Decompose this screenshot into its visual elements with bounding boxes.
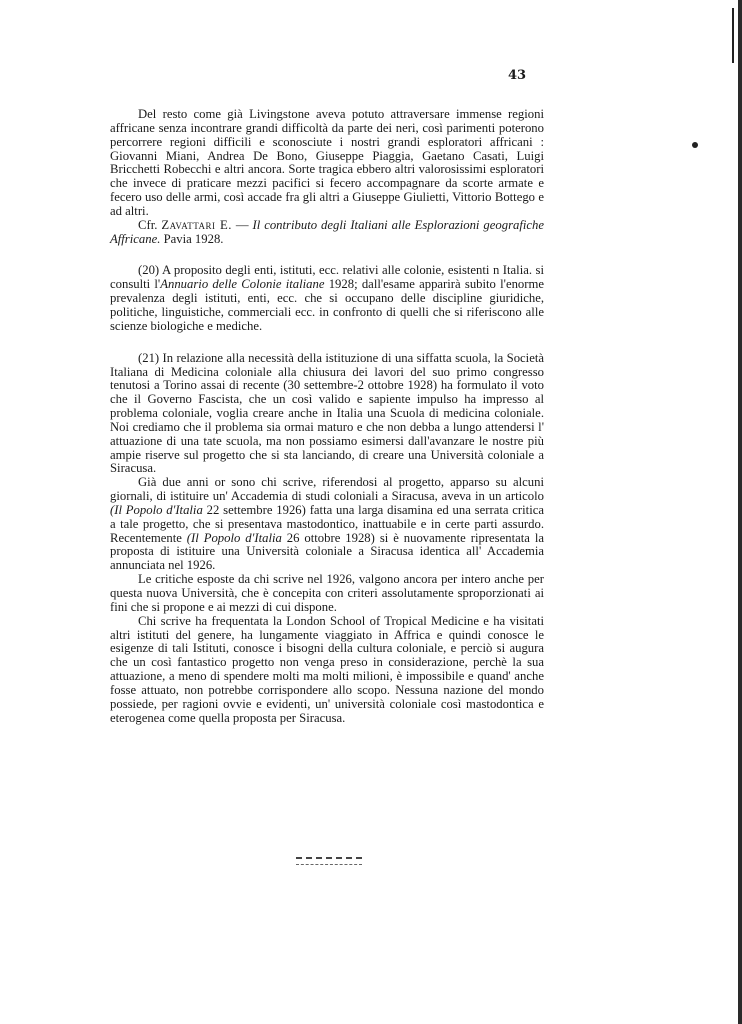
scan-edge	[738, 0, 742, 1024]
note-20-annuario-title: Annuario delle Colonie italiane	[160, 277, 325, 292]
note-20	[110, 264, 544, 333]
note-20-pre: (20) A proposito degli enti, istituti, ecc. relativi alle colonie, esistenti n Italia. si consulti l'	[110, 263, 544, 292]
scan-edge-mark	[732, 8, 734, 63]
citation-title: Il contributo degli Italiani alle Esplorazioni geografiche Affricane.	[110, 217, 545, 246]
citation-dash: —	[235, 217, 249, 232]
paragraph-explorers: Del resto come già Livingstone aveva potuto attraversare immense regioni affricane senza incontrare grandi difficoltà da parte dei neri, così parimenti poterono percorrere regioni difficili e sconosciute i nostri grandi esploratori affricani : Giovanni Miani, Andrea De Bono, Giuseppe Piaggia, Gaetano Casati, Luigi Bricchetti Robecchi e altri ancora. Sorte tragica ebbero altri valorosissimi esploratori che invece di praticare mezzi pacifici si fecero accompagnare da scorte armate e fecero uso delle armi, così accade fra gli altri a Giuseppe Giulietti, Vittorio Bottego e ad altri.	[110, 107, 544, 218]
popolo-italia-1928: (Il Popolo d'Italia	[186, 530, 282, 545]
end-ornament	[296, 857, 362, 865]
citation-author: Zavattari E.	[161, 217, 232, 232]
body-text	[110, 108, 544, 725]
page-number: 43	[508, 68, 527, 83]
paragraph-accademia	[110, 476, 544, 573]
citation-place-year: Pavia 1928.	[163, 231, 224, 246]
paragraph-london-school: Chi scrive ha frequentata la London School of Tropical Medicine e ha visitati altri istituti del genere, ha lungamente viaggiato in Affrica e quindi conosce le esigenze di tali Istituti, conosce i bisogni della cultura coloniale, e perciò si augura che un così fantastico progetto non venga preso in considerazione, perchè la sua attuazione, a meno di spendere molti ma molti milioni, è impossibile e quand' anche fosse attuato, non potrebbe corrispondere allo scopo. Nessuna nazione del mondo possiede, per ragioni ovvie e evidenti, un' università coloniale così mastodontica e eterogenea come quella proposta per Siracusa.	[110, 613, 544, 725]
scan-dot	[692, 142, 698, 148]
note-21: (21) In relazione alla necessità della istituzione di una siffatta scuola, la Società Italiana di Medicina coloniale alla chiusura dei lavori del suo primo congresso tenutosi a Torino assai di recente (30 settembre-2 ottobre 1928) ha formulato il voto che il Governo Fascista, che un così valido e sapiente impulso ha impresso al problema coloniale, voglia creare anche in Italia una Scuola di medicina coloniale. Noi crediamo che il problema sia ormai maturo e che non debba a lungo attendersi l' attuazione di una tate scuola, ma non possiamo esimersi dall'avanzare le nostre più ampie riserve sul progetto che si sta lanciando, di creare una Università coloniale a Siracusa.	[110, 350, 544, 476]
accademia-text-c: 26 ottobre 1928) si è nuovamente ripresentata la proposta di istituire una Università coloniale a Siracusa identica all' Accademia annunciata nel 1926.	[110, 530, 544, 573]
popolo-italia-1926: (Il Popolo d'Italia	[110, 502, 203, 517]
note-20-post: 1928; dall'esame apparirà subito l'enorme prevalenza degli istituti, enti, ecc. che si occupano delle discipline giuridiche, politiche, linguistiche, commerciali ecc. in confronto di quelli che si riferiscono alle scienze biologiche e mediche.	[110, 277, 544, 333]
paragraph-critiche: Le critiche esposte da chi scrive nel 1926, valgono ancora per intero anche per questa nuova Università, che è concepita con criteri assolutamente sproporzionati ai fini che si propone e ai mezzi di cui dispone.	[110, 572, 544, 614]
accademia-text-b: 22 settembre 1926) fatta una larga disamina ed una serrata critica a tale progetto, che si presentava mastodontico, inattuabile e in certe parti assurdo. Recentemente	[110, 502, 544, 545]
citation-cfr: Cfr.	[138, 217, 158, 232]
accademia-text-a: Già due anni or sono chi scrive, riferendosi al progetto, apparso su alcuni giornali, di istituire un' Accademia di studi coloniali a Siracusa, aveva in un articolo	[110, 475, 544, 504]
citation-zavattari	[110, 219, 544, 247]
